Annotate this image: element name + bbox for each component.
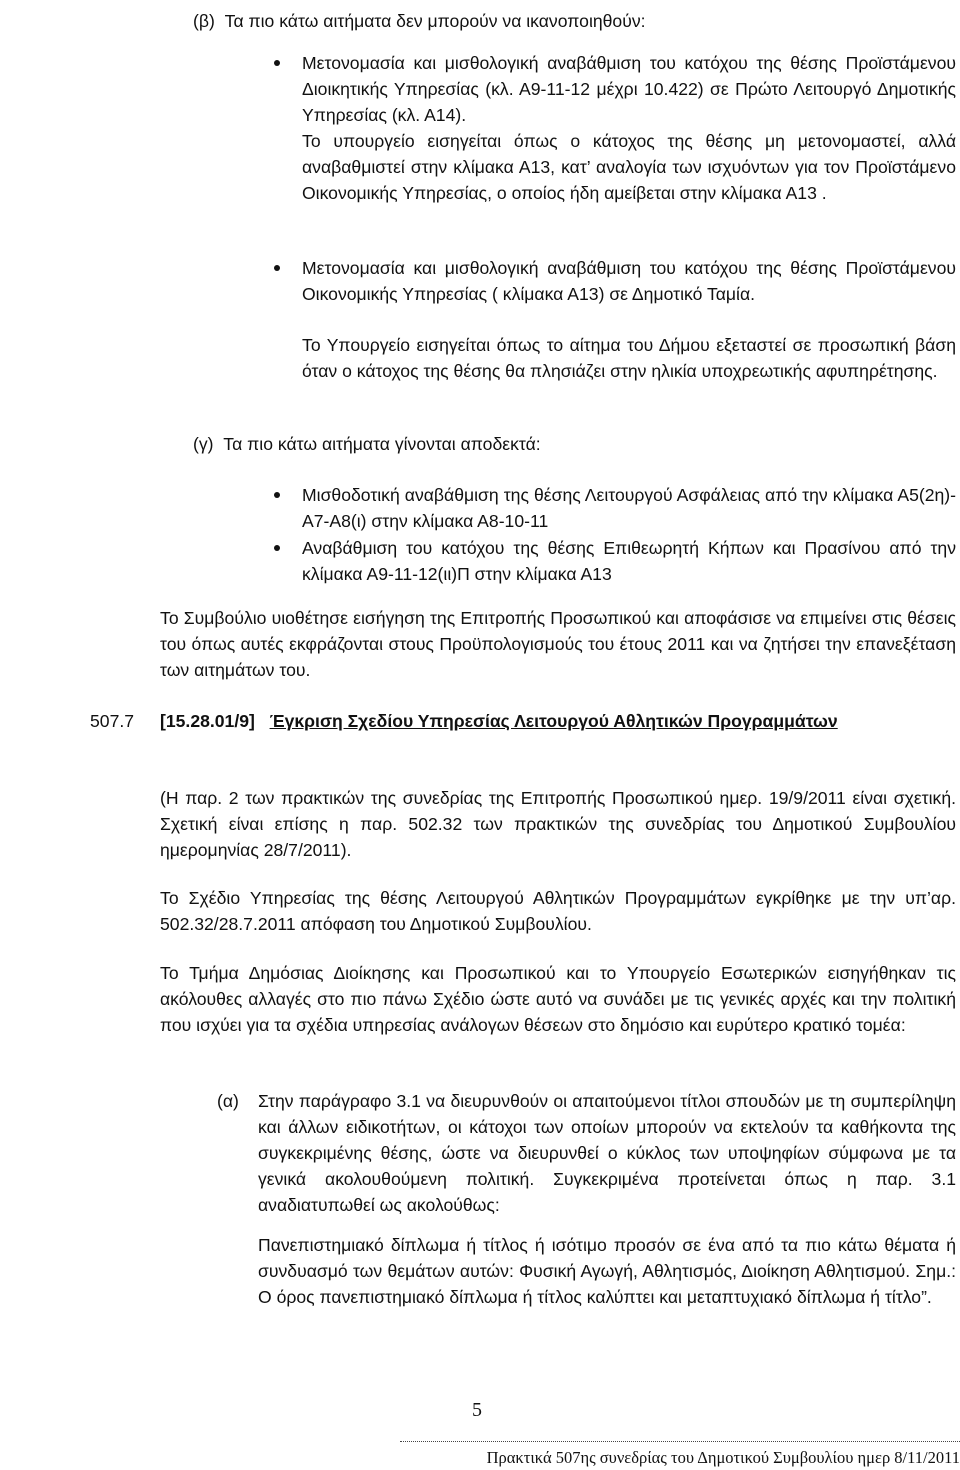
- sub-a-label: (α): [217, 1091, 239, 1111]
- section-c-item-2: Αναβάθμιση του κατόχου της θέσης Επιθεωρητή Κήπων και Πρασίνου από την κλίμακα Α9-11-12(ιι)Π στην κλίμακα Α13: [302, 538, 956, 584]
- section-b-item-1-request: Μετονομασία και μισθολογική αναβάθμιση του κατόχου της θέσης Προϊστάμενου Διοικητικής Υπηρεσίας (κλ. Α9-11-12 μέχρι 10.422) σε Πρώτο Λειτουργό Δημοτικής Υπηρεσίας (κλ. Α14).: [302, 53, 956, 125]
- bullet-icon: [274, 265, 280, 271]
- section-b-item-1-response: Το υπουργείο εισηγείται όπως ο κάτοχος της θέσης μη μετονομαστεί, αλλά αναβαθμιστεί στην κλίμακα Α13, κατ’ αναλογία των ισχυόντων για τον Προϊστάμενο Οικονομικής Υπηρεσίας, ο οποίος ήδη αμείβεται στην κλίμακα Α13 .: [302, 131, 956, 203]
- section-c-intro: Τα πιο κάτω αιτήματα γίνονται αποδεκτά:: [223, 434, 541, 454]
- section-b-item-2-response: Το Υπουργείο εισηγείται όπως το αίτημα του Δήμου εξεταστεί σε προσωπική βάση όταν ο κάτοχος της θέσης θα πλησιάζει στην ηλικία υποχρεωτικής αφυπηρέτησης.: [302, 335, 956, 381]
- sub-a-quote: Πανεπιστημιακό δίπλωμα ή τίτλος ή ισότιμο προσόν σε ένα από τα πιο κάτω θέματα ή συνδυασμό των θεμάτων αυτών: Φυσική Αγωγή, Αθλητισμός, Διοίκηση Αθλητισμού. Σημ.: Ο όρος πανεπιστημιακό δίπλωμα ή τίτλος καλύπτει και μεταπτυχιακό δίπλωμα ή τίτλο”.: [258, 1235, 956, 1307]
- section-c-item-1: Μισθοδοτική αναβάθμιση της θέσης Λειτουργού Ασφάλειας από την κλίμακα Α5(2η)-Α7-Α8(ι) στην κλίμακα Α8-10-11: [302, 485, 956, 531]
- bullet-icon: [274, 60, 280, 66]
- section-b-heading: [193, 8, 933, 34]
- section-b-item-2-request: Μετονομασία και μισθολογική αναβάθμιση του κατόχου της θέσης Προϊστάμενου Οικονομικής Υπηρεσίας ( κλίμακα Α13) σε Δημοτικό Ταμία.: [302, 258, 956, 304]
- section-c-label: (γ): [193, 434, 214, 454]
- section-c-heading: [193, 431, 933, 457]
- item-heading: [160, 708, 956, 734]
- page-number: 5: [472, 1399, 482, 1421]
- bullet-icon: [274, 545, 280, 551]
- footer-divider: [400, 1441, 960, 1443]
- council-decision-paragraph: Το Συμβούλιο υιοθέτησε εισήγηση της Επιτροπής Προσωπικού και αποφάσισε να επιμείνει στις θέσεις του όπως αυτές εκφράζονται στους Προϋπολογισμούς του έτους 2011 και να ζητήσει την επανεξέταση των αιτημάτων του.: [160, 608, 956, 680]
- section-b-intro: Τα πιο κάτω αιτήματα δεν μπορούν να ικανοποιηθούν:: [224, 11, 646, 31]
- bullet-icon: [274, 492, 280, 498]
- section-b-label: (β): [193, 11, 215, 31]
- sub-a-text: Στην παράγραφο 3.1 να διευρυνθούν οι απαιτούμενοι τίτλοι σπουδών με τη συμπερίληψη και άλλων ειδικοτήτων, οι κάτοχοι των οποίων μπορούν να εκτελούν τα καθήκοντα της συγκεκριμένης θέσης, ώστε να διευρυνθεί ο κύκλος των υποψηφίων σύμφωνα με τα γενικά ακολουθούμενη πολιτική. Συγκεκριμένα προτείνεται όπως η παρ. 3.1 αναδιατυπωθεί ως ακολούθως:: [258, 1091, 956, 1215]
- item-number: 507.7: [90, 711, 135, 731]
- item-paragraph-3: Το Τμήμα Δημόσιας Διοίκησης και Προσωπικού και το Υπουργείο Εσωτερικών εισηγήθηκαν τις ακόλουθες αλλαγές στο πιο πάνω Σχέδιο ώστε αυτό να συνάδει με τις γενικές αρχές και την πολιτική που ισχύει για τα σχέδια υπηρεσίας ανάλογων θέσεων στο δημόσιο και ευρύτερο κρατικό τομέα:: [160, 963, 956, 1035]
- item-paragraph-2: Το Σχέδιο Υπηρεσίας της θέσης Λειτουργού Αθλητικών Προγραμμάτων εγκρίθηκε με την υπ’αρ. 502.32/28.7.2011 απόφαση του Δημοτικού Συμβουλίου.: [160, 888, 956, 934]
- item-paragraph-1: (Η παρ. 2 των πρακτικών της συνεδρίας της Επιτροπής Προσωπικού ημερ. 19/9/2011 είναι σχετική. Σχετική είναι επίσης η παρ. 502.32 των πρακτικών της συνεδρίας του Δημοτικού Συμβουλίου ημερομηνίας 28/7/2011).: [160, 788, 956, 860]
- item-code: [15.28.01/9]: [160, 711, 255, 731]
- item-title: Έγκριση Σχεδίου Υπηρεσίας Λειτουργού Αθλητικών Προγραμμάτων: [269, 711, 838, 731]
- footer-text: Πρακτικά 507ης συνεδρίας του Δημοτικού Συμβουλίου ημερ 8/11/2011: [486, 1448, 960, 1467]
